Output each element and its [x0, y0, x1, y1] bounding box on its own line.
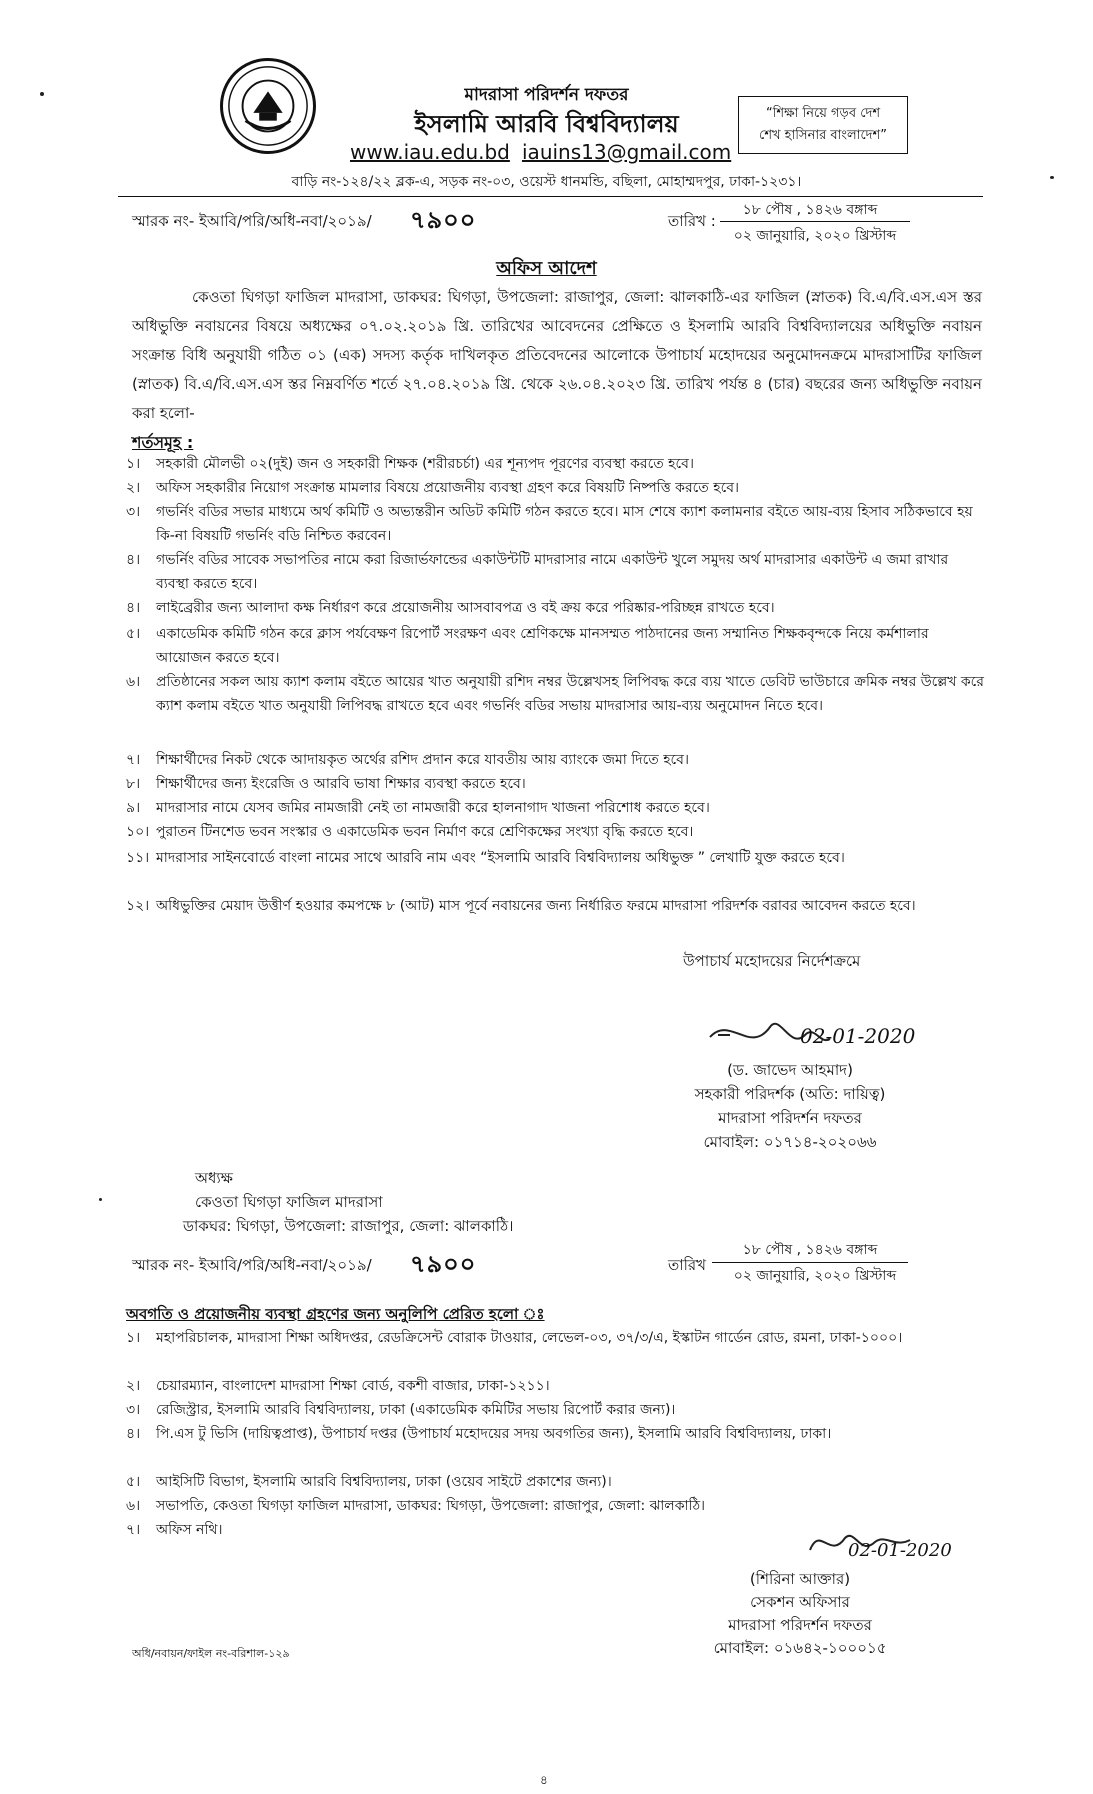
signatory-1-office: মাদরাসা পরিদর্শন দফতর — [718, 1109, 862, 1127]
cc-item — [126, 1326, 984, 1350]
condition-text: লাইব্রেরীর জন্য আলাদা কক্ষ নির্ধারণ করে প্রয়োজনীয় আসবাবপত্র ও বই ক্রয় করে পরিষ্কার-পরিচ্ছন্ন রাখতে হবে। — [156, 600, 775, 616]
condition-number: ৫। — [126, 626, 141, 642]
cc-number: ১। — [126, 1330, 141, 1346]
condition-number: ১১। — [126, 850, 150, 866]
condition-text: অধিভুক্তির মেয়াদ উত্তীর্ণ হওয়ার কমপক্ষে ৮ (আট) মাস পূর্বে নবায়নের জন্য নির্ধারিত ফরমে মাদরাসা পরিদর্শক বরাবর আবেদন করতে হবে। — [156, 898, 916, 914]
signatory-2-block — [665, 1568, 935, 1660]
signatory-2-designation: সেকশন অফিসার — [750, 1593, 850, 1611]
condition-item — [126, 796, 984, 820]
condition-text: শিক্ষার্থীদের জন্য ইংরেজি ও আরবি ভাষা শিক্ষার ব্যবস্থা করতে হবে। — [156, 776, 526, 792]
condition-number: ৯। — [126, 800, 141, 816]
condition-text: পুরাতন টিনশেড ভবন সংস্কার ও একাডেমিক ভবন নির্মাণ করে শ্রেণিকক্ষের সংখ্যা বৃদ্ধি করতে হবে। — [156, 824, 694, 840]
condition-text: মাদরাসার নামে যেসব জমির নামজারী নেই তা নামজারী করে হালনাগাদ খাজনা পরিশোধ করতে হবে। — [156, 800, 710, 816]
by-order-note: উপাচার্য মহোদয়ের নির্দেশক্রমে — [683, 952, 861, 970]
memo2-date-bangla: ১৮ পৌষ , ১৪২৬ বঙ্গাব্দ — [742, 1242, 878, 1258]
condition-text: একাডেমিক কমিটি গঠন করে ক্লাস পর্যবেক্ষণ রিপোর্ট সংরক্ষণ এবং শ্রেণিকক্ষে মানসম্মত পাঠদানের জন্য সম্মানিত শিক্ষকবৃন্দকে নিয়ে কর্মশালার আয়োজন করতে হবে। — [156, 626, 929, 666]
cc-text: রেজিস্ট্রার, ইসলামি আরবি বিশ্ববিদ্যালয়, ঢাকা (একাডেমিক কমিটির সভায় রিপোর্ট করার জন্য)। — [156, 1402, 676, 1418]
cc-item — [126, 1398, 984, 1422]
signature-2-date: 02-01-2020 — [848, 1540, 952, 1561]
cc-item — [126, 1422, 984, 1446]
page-number: ৪ — [540, 1773, 548, 1787]
cc-text: অফিস নথি। — [156, 1522, 223, 1538]
memo-date-bangla: ১৮ পৌষ , ১৪২৬ বঙ্গাব্দ — [742, 202, 878, 218]
signature-1-date: 02-01-2020 — [800, 1024, 916, 1048]
signatory-1-mobile: মোবাইল: ০১৭১৪-২০২০৬৬ — [703, 1133, 877, 1151]
date-divider — [720, 221, 910, 222]
signatory-1-designation: সহকারী পরিদর্শক (অতি: দায়িত্ব) — [694, 1085, 886, 1103]
condition-number: ১। — [126, 456, 141, 472]
signatory-1-block — [640, 1058, 940, 1154]
condition-item — [126, 500, 984, 548]
condition-text: মাদরাসার সাইনবোর্ডে বাংলা নামের সাথে আরবি নাম এবং “ইসলামি আরবি বিশ্ববিদ্যালয় অধিভুক্ত ” লেখাটি যুক্ত করতে হবে। — [156, 850, 845, 866]
signatory-1-name: (ড. জাভেদ আহমাদ) — [727, 1061, 853, 1079]
condition-item — [126, 772, 984, 796]
recipient-institution: কেওতা ঘিগড়া ফাজিল মাদরাসা — [195, 1193, 383, 1211]
cc-number: ৪। — [126, 1426, 141, 1442]
condition-text: শিক্ষার্থীদের নিকট থেকে আদায়কৃত অর্থের রশিদ প্রদান করে যাবতীয় আয় ব্যাংকে জমা দিতে হবে। — [156, 752, 689, 768]
memo2-ref-number: ৭৯০০ — [410, 1250, 477, 1278]
condition-number: ১২। — [126, 898, 150, 914]
memo-ref-number: ৭৯০০ — [410, 206, 477, 234]
date2-divider — [712, 1262, 908, 1263]
condition-number: ১০। — [126, 824, 150, 840]
cc-number: ৬। — [126, 1498, 141, 1514]
conditions-heading: শর্তসমূহ : — [132, 433, 194, 452]
recipient-block — [183, 1166, 514, 1238]
cc-item — [126, 1374, 984, 1398]
condition-item — [126, 894, 984, 918]
cc-item — [126, 1470, 984, 1494]
cc-text: চেয়ারম্যান, বাংলাদেশ মাদরাসা শিক্ষা বোর্ড, বকশী বাজার, ঢাকা-১২১১। — [156, 1378, 550, 1394]
memo-ref-label: স্মারক নং- ইআবি/পরি/অধি-নবা/২০১৯/ — [132, 212, 372, 230]
slogan-line2: শেখ হাসিনার বাংলাদেশ” — [759, 128, 887, 143]
condition-text: প্রতিষ্ঠানের সকল আয় ক্যাশ কলাম বইতে আয়ের খাত অনুযায়ী রশিদ নম্বর উল্লেখসহ লিপিবদ্ধ করে ব্যয় খাতে ডেবিট ভাউচারে ক্রমিক নম্বর উল্লেখ করে ক্যাশ কলাম বইতে খাত অনুযায়ী লিপিবদ্ধ রাখতে হবে এবং গভর্নিং বডির সভায় মাদরাসার আয়-ব্যয় অনুমোদন নিতে হবে। — [156, 674, 984, 714]
condition-text: অফিস সহকারীর নিয়োগ সংক্রান্ত মামলার বিষয়ে প্রয়োজনীয় ব্যবস্থা গ্রহণ করে বিষয়টি নিষ্পত্তি করতে হবে। — [156, 480, 740, 496]
condition-item — [126, 820, 984, 844]
condition-number: ৪। — [126, 600, 141, 616]
condition-item — [126, 846, 984, 870]
condition-number: ৭। — [126, 752, 141, 768]
condition-item — [126, 622, 984, 670]
condition-number: ২। — [126, 480, 141, 496]
cc-text: সভাপতি, কেওতা ঘিগড়া ফাজিল মাদরাসা, ডাকঘর: ঘিগড়া, উপজেলা: রাজাপুর, জেলা: ঝালকাঠি। — [156, 1498, 706, 1514]
email-link[interactable]: iauins13@gmail.com — [522, 140, 732, 164]
condition-text: সহকারী মৌলভী ০২(দুই) জন ও সহকারী শিক্ষক (শরীরচর্চা) এর শূন্যপদ পূরণের ব্যবস্থা করতে হবে। — [156, 456, 694, 472]
recipient-title: অধ্যক্ষ — [195, 1169, 233, 1187]
condition-item — [126, 596, 984, 620]
slogan-line1: “শিক্ষা নিয়ে গড়ব দেশ — [765, 106, 881, 121]
signatory-2-office: মাদরাসা পরিদর্শন দফতর — [728, 1616, 872, 1634]
condition-item — [126, 548, 984, 596]
memo2-date-label: তারিখ — [668, 1256, 706, 1274]
signatory-2-name: (শিরিনা আক্তার) — [749, 1570, 851, 1588]
condition-number: ৬। — [126, 674, 141, 690]
slogan-box — [738, 96, 908, 154]
memo2-ref-label: স্মারক নং- ইআবি/পরি/অধি-নবা/২০১৯/ — [132, 1256, 372, 1274]
page-title: অফিস আদেশ — [496, 258, 597, 279]
cc-heading: অবগতি ও প্রয়োজনীয় ব্যবস্থা গ্রহণের জন্য অনুলিপি প্রেরিত হলো ঃ — [126, 1305, 545, 1323]
memo-date-english: ০২ জানুয়ারি, ২০২০ খ্রিস্টাব্দ — [733, 228, 897, 244]
office-address: বাড়ি নং-১২৪/২২ ব্লক-এ, সড়ক নং-০৩, ওয়েস্ট ধানমন্ডি, বছিলা, মোহাম্মদপুর, ঢাকা-১২৩১। — [291, 174, 802, 190]
intro-paragraph: কেওতা ঘিগড়া ফাজিল মাদরাসা, ডাকঘর: ঘিগড়া, উপজেলা: রাজাপুর, জেলা: ঝালকাঠি-এর ফাজিল (স্নাতক) বি.এ/বি.এস.এস স্তর অধিভুক্তি নবায়নের বিষয়ে অধ্যক্ষের ০৭.০২.২০১৯ খ্রি. তারিখের আবেদনের প্রেক্ষিতে ও ইসলামি আরবি বিশ্ববিদ্যালয়ের অধিভুক্তি নবায়ন সংক্রান্ত বিধি অনুযায়ী গঠিত ০১ (এক) সদস্য কর্তৃক দাখিলকৃত প্রতিবেদনের আলোকে উপাচার্য মহোদয়ের অনুমোদনক্রমে মাদরাসাটির ফাজিল (স্নাতক) বি.এ/বি.এস.এস স্তর নিম্নবর্ণিত শর্তে ২৭.০৪.২০১৯ খ্রি. থেকে ২৬.০৪.২০২৩ খ্রি. তারিখ পর্যন্ত ৪ (চার) বছরের জন্য অধিভুক্তি নবায়ন করা হলো- — [132, 288, 982, 422]
office-name: মাদরাসা পরিদর্শন দফতর — [464, 85, 629, 105]
condition-number: ৮। — [126, 776, 141, 792]
condition-text: গভর্নিং বডির সভার মাধ্যমে অর্থ কমিটি ও অভ্যন্তরীন অডিট কমিটি গঠন করতে হবে। মাস শেষে ক্যাশ কলামনার বইতে আয়-ব্যয় হিসাব সঠিকভাবে হয় কি-না বিষয়টি গভর্নিং বডি নিশ্চিত করবেন। — [156, 504, 973, 544]
cc-text: আইসিটি বিভাগ, ইসলামি আরবি বিশ্ববিদ্যালয়, ঢাকা (ওয়েব সাইটে প্রকাশের জন্য)। — [156, 1474, 612, 1490]
cc-number: ২। — [126, 1378, 141, 1394]
header-divider — [118, 196, 983, 197]
cc-text: মহাপরিচালক, মাদরাসা শিক্ষা অধিদপ্তর, রেডক্রিসেন্ট বোরাক টাওয়ার, লেভেল-০৩, ৩৭/৩/এ, ইস্কাটন গার্ডেন রোড, রমনা, ঢাকা-১০০০। — [156, 1330, 903, 1346]
condition-number: ৪। — [126, 552, 141, 568]
memo2-date-english: ০২ জানুয়ারি, ২০২০ খ্রিস্টাব্দ — [733, 1268, 897, 1284]
condition-text: গভর্নিং বডির সাবেক সভাপতির নামে করা রিজার্ভফান্ডের একাউন্টটি মাদরাসার নামে একাউন্ট খুলে সমুদয় অর্থ মাদরাসার একাউন্ট এ জমা রাখার ব্যবস্থা করতে হবে। — [156, 552, 949, 592]
recipient-address: ডাকঘর: ঘিগড়া, উপজেলা: রাজাপুর, জেলা: ঝালকাঠি। — [183, 1217, 514, 1235]
cc-number: ৭। — [126, 1522, 141, 1538]
condition-item — [126, 452, 984, 476]
cc-text: পি.এস টু ভিসি (দায়িত্বপ্রাপ্ত), উপাচার্য দপ্তর (উপাচার্য মহোদয়ের সদয় অবগতির জন্য), ইসলামি আরবি বিশ্ববিদ্যালয়, ঢাকা। — [156, 1426, 832, 1442]
footer-file-ref: অধি/নবায়ন/ফাইল নং-বরিশাল-১২৯ — [132, 1647, 290, 1660]
condition-item — [126, 476, 984, 500]
website-link[interactable]: www.iau.edu.bd — [350, 140, 510, 164]
speck — [99, 1198, 102, 1201]
condition-number: ৩। — [126, 504, 141, 520]
cc-number: ৫। — [126, 1474, 141, 1490]
university-name: ইসলামি আরবি বিশ্ববিদ্যালয় — [414, 110, 679, 138]
cc-item — [126, 1494, 984, 1518]
signatory-2-mobile: মোবাইল: ০১৬৪২-১০০০১৫ — [713, 1639, 887, 1657]
condition-item — [126, 670, 984, 718]
cc-number: ৩। — [126, 1402, 141, 1418]
condition-item — [126, 748, 984, 772]
memo-date-label: তারিখ : — [668, 212, 716, 230]
